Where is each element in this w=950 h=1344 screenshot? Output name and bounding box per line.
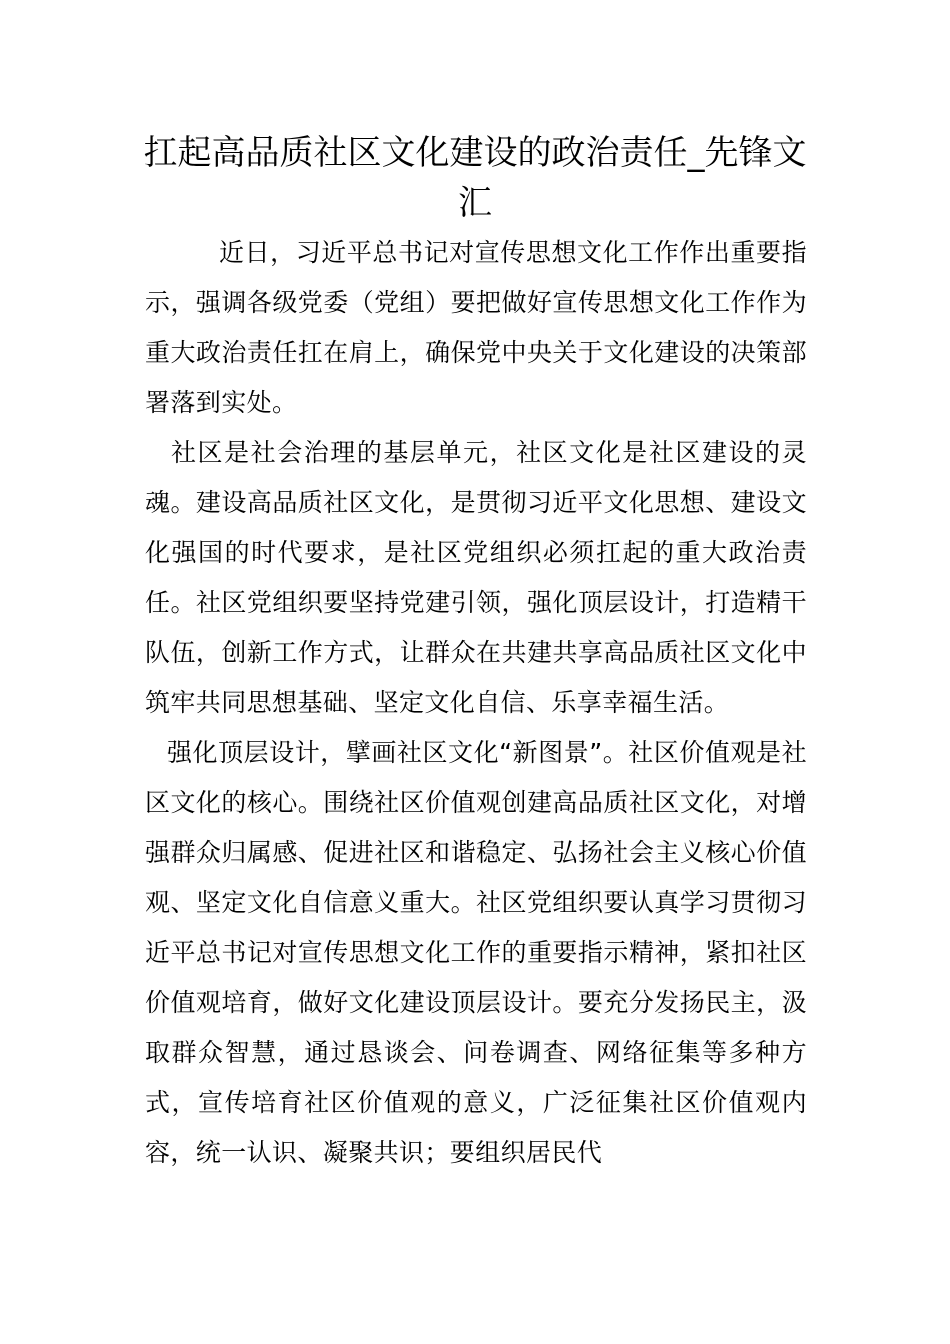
paragraph-top-level-design: 强化顶层设计，擘画社区文化“新图景”。社区价值观是社区文化的核心。围绕社区价值观创建高品质社区文化，对增强群众归属感、促进社区和谐稳定、弘扬社会主义核心价值观、坚定文化自信意义重大。社区党组织要认真学习贯彻习近平总书记对宣传思想文化工作的重要指示精神，紧扣社区价值观培育，做好文化建设顶层设计。要充分发扬民主，汲取群众智慧，通过恳谈会、问卷调查、网络征集等多种方式，宣传培育社区价值观的意义，广泛征集社区价值观内容，统一认识、凝聚共识；要组织居民代 <box>145 738 807 1167</box>
document-title: 扛起高品质社区文化建设的政治责任_先锋文汇 <box>143 133 807 223</box>
document-body <box>145 228 807 1178</box>
paragraph-community-culture: 社区是社会治理的基层单元，社区文化是社区建设的灵魂。建设高品质社区文化，是贯彻习近平文化思想、建设文化强国的时代要求，是社区党组织必须扛起的重大政治责任。社区党组织要坚持党建引领，强化顶层设计，打造精干队伍，创新工作方式，让群众在共建共享高品质社区文化中筑牢共同思想基础、坚定文化自信、乐享幸福生活。 <box>145 438 807 717</box>
paragraph-intro: 近日，习近平总书记对宣传思想文化工作作出重要指示，强调各级党委（党组）要把做好宣传思想文化工作作为重大政治责任扛在肩上，确保党中央关于文化建设的决策部署落到实处。 <box>145 238 807 417</box>
